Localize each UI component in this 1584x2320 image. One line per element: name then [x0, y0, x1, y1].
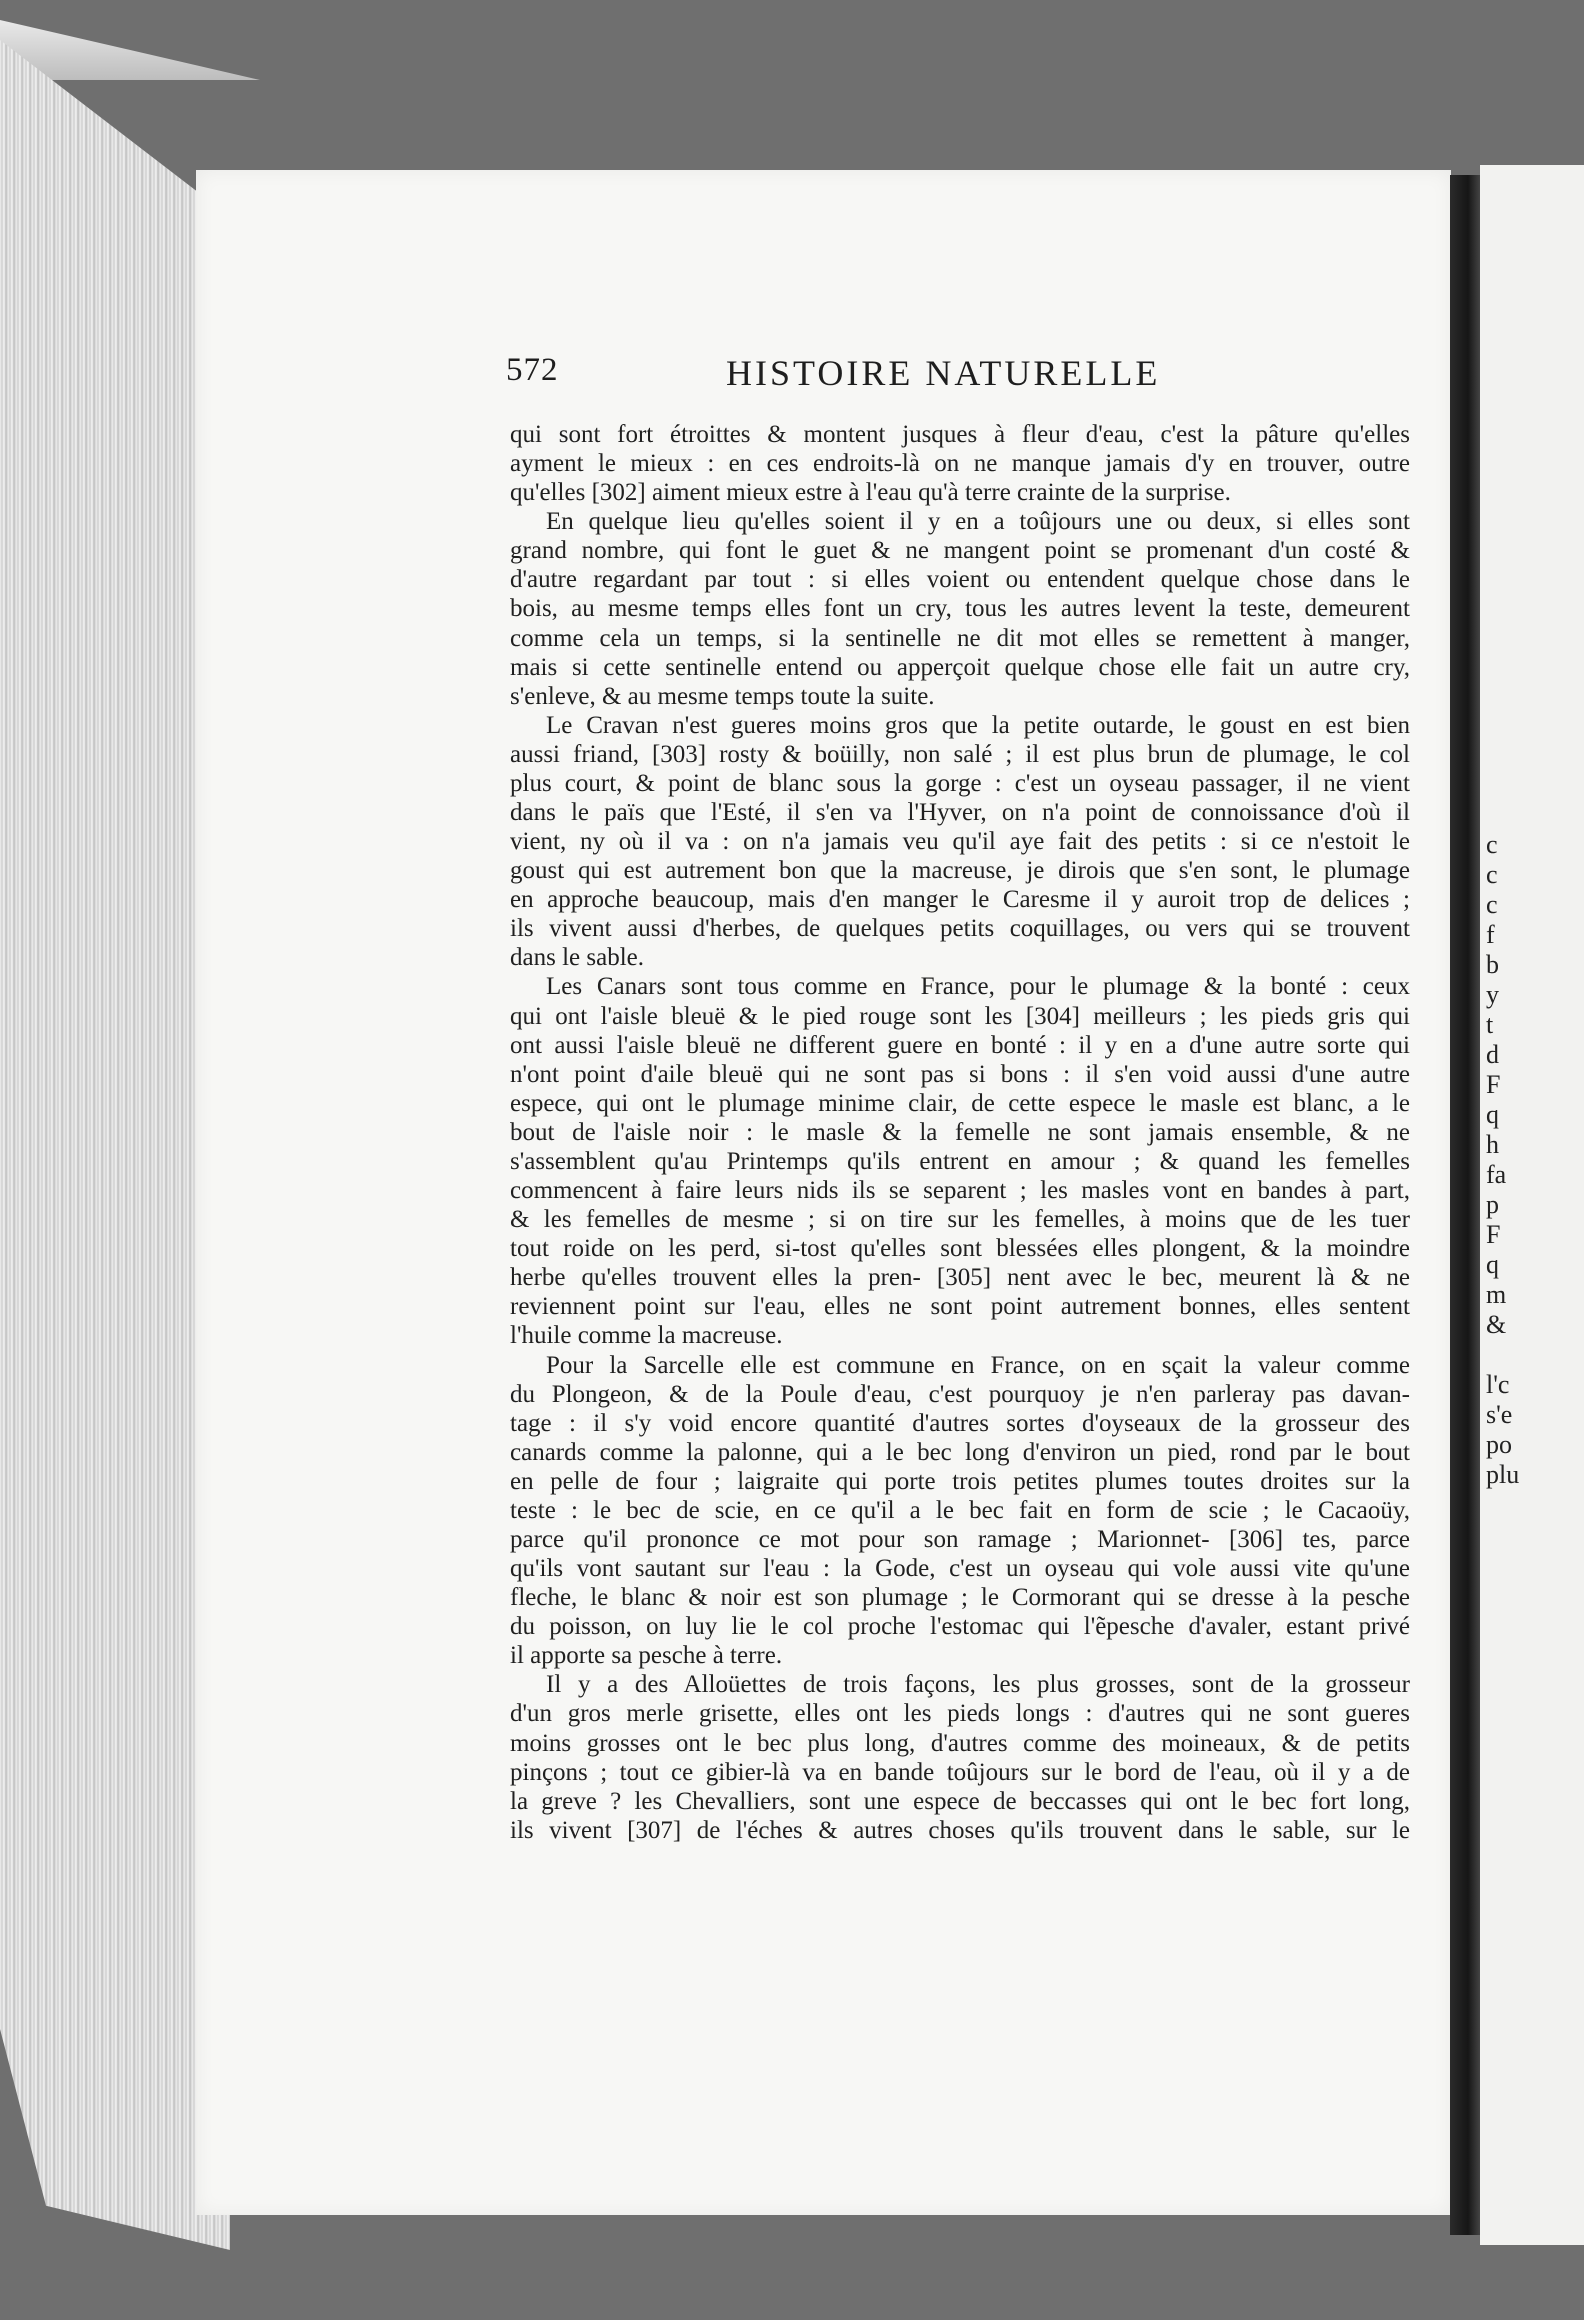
text-line: En quelque lieu qu'elles soient il y en a toûjours une ou deux, si elles sont — [546, 508, 1410, 536]
text-line: Les Canars sont tous comme en France, pour le plumage & la bonté : ceux — [546, 973, 1410, 1001]
text-line: goust qui est autrement bon que la macreuse, je dirois que s'en sont, le plumage — [510, 857, 1410, 885]
facing-page-fragment: d — [1486, 1040, 1499, 1069]
text-line: ils vivent [307] de l'éches & autres choses qu'ils trouvent dans le sable, sur le — [510, 1816, 1410, 1844]
text-line: ils vivent aussi d'herbes, de quelques petits coquillages, ou vers qui se trouvent — [510, 915, 1410, 943]
text-line: du Plongeon, & de la Poule d'eau, c'est pourquoy je n'en parleray pas davan- — [510, 1380, 1410, 1408]
text-line: tout roide on les perd, si-tost qu'elles sont blessées elles plongent, & la moindre — [510, 1235, 1410, 1263]
text-line: l'huile comme la macreuse. — [510, 1322, 783, 1350]
text-line: Pour la Sarcelle elle est commune en France, on en sçait la valeur comme — [546, 1351, 1410, 1379]
text-line: vient, ny où il va : on n'a jamais veu qu'il aye fait des petits : si ce n'estoit le — [510, 828, 1410, 856]
text-line: qu'ils vont sautant sur l'eau : la Gode, c'est un oyseau qui vole aussi vite qu'une — [510, 1555, 1410, 1583]
text-line: s'assemblent qu'au Printemps qu'ils entrent en amour ; & quand les femelles — [510, 1147, 1410, 1175]
text-line: ayment le mieux : en ces endroits-là on ne manque jamais d'y en trouver, outre — [510, 450, 1410, 478]
text-line: bois, au mesme temps elles font un cry, tous les autres levent la teste, demeurent — [510, 595, 1410, 623]
text-line: pinçons ; tout ce gibier-là va en bande toûjours sur le bord de l'eau, où il y a de — [510, 1758, 1410, 1786]
text-line: la greve ? les Chevalliers, sont une espece de beccasses qui ont le bec fort long, — [510, 1787, 1410, 1815]
text-line: grand nombre, qui font le guet & ne mangent point se promenant d'un costé & — [510, 537, 1410, 565]
facing-page-fragment: t — [1486, 1010, 1494, 1039]
text-line: & les femelles de mesme ; si on tire sur les femelles, à moins que de les tuer — [510, 1206, 1410, 1234]
text-line: comme cela un temps, si la sentinelle ne dit mot elles se remettent à manger, — [510, 624, 1410, 652]
text-line: il apporte sa pesche à terre. — [510, 1642, 783, 1670]
facing-page-fragment: h — [1486, 1130, 1499, 1159]
facing-page-fragment: s'e — [1486, 1400, 1513, 1429]
text-line: d'autre regardant par tout : si elles voient ou entendent quelque chose dans le — [510, 566, 1410, 594]
text-line: n'ont point d'aile bleuë qui ne sont pas si bons : il s'en void aussi d'une autre — [510, 1060, 1410, 1088]
text-line: dans le païs que l'Esté, il s'en va l'Hyver, on n'a point de connoissance d'où il — [510, 799, 1410, 827]
text-line: d'un gros merle grisette, elles ont les pieds longs : d'autres qui ne sont gueres — [510, 1700, 1410, 1728]
text-line: bout de l'aisle noir : le masle & la femelle ne sont jamais ensemble, & ne — [510, 1118, 1410, 1146]
facing-page-fragment: c — [1486, 890, 1498, 919]
facing-page-fragment: m — [1486, 1280, 1507, 1309]
facing-page-fragment: F — [1486, 1070, 1501, 1099]
text-line: reviennent point sur l'eau, elles ne sont point autrement bonnes, elles sentent — [510, 1293, 1410, 1321]
facing-page-fragment: b — [1486, 950, 1499, 979]
text-line: aussi friand, [303] rosty & boüilly, non salé ; il est plus brun de plumage, le col — [510, 740, 1410, 768]
text-line: teste : le bec de scie, en ce qu'il a le bec fait en form de scie ; le Cacaoüy, — [510, 1496, 1410, 1524]
text-line: qu'elles [302] aiment mieux estre à l'eau qu'à terre crainte de la surprise. — [510, 479, 1231, 507]
page-number: 572 — [506, 352, 559, 388]
facing-page-fragment: c — [1486, 830, 1498, 859]
text-line: dans le sable. — [510, 944, 644, 972]
text-line: plus court, & point de blanc sous la gorge : c'est un oyseau passager, il ne vient — [510, 769, 1410, 797]
facing-page — [1480, 165, 1584, 2245]
text-line: du poisson, on luy lie le col proche l'estomac qui l'ẽpesche d'avaler, estant privé — [510, 1613, 1410, 1641]
facing-page-fragment: p — [1486, 1190, 1499, 1219]
facing-page-fragment: c — [1486, 860, 1498, 889]
text-line: tage : il s'y void encore quantité d'autres sortes d'oyseaux de la grosseur des — [510, 1409, 1410, 1437]
text-line: espece, qui ont le plumage minime clair, de cette espece le masle est blanc, a le — [510, 1089, 1410, 1117]
text-line: mais si cette sentinelle entend ou apperçoit quelque chose elle fait un autre cry, — [510, 653, 1410, 681]
text-line: qui sont fort étroittes & montent jusques à fleur d'eau, c'est la pâture qu'elles — [510, 421, 1410, 448]
facing-page-fragment: y — [1486, 980, 1499, 1009]
facing-page-fragment: fa — [1486, 1160, 1507, 1189]
text-line: moins grosses ont le bec plus long, d'autres comme des moineaux, & de petits — [510, 1729, 1410, 1757]
text-line: en pelle de four ; laigraite qui porte trois petites plumes toutes droites sur la — [510, 1467, 1410, 1495]
text-line: en approche beaucoup, mais d'en manger le Caresme il y auroit trop de delices ; — [510, 886, 1410, 914]
book-gutter — [1450, 175, 1480, 2235]
text-line: commencent à faire leurs nids ils se separent ; les masles vont en bandes à part, — [510, 1177, 1410, 1205]
facing-page-fragment: f — [1486, 920, 1495, 949]
facing-page-fragment: q — [1486, 1100, 1499, 1129]
facing-page-fragment: q — [1486, 1250, 1499, 1279]
facing-page-fragment: & — [1486, 1310, 1507, 1339]
text-line: herbe qu'elles trouvent elles la pren- [305] nent avec le bec, meurent là & ne — [510, 1264, 1410, 1292]
text-line: ont aussi l'aisle bleuë ne different guere en bonté : il y en a d'une autre sorte qui — [510, 1031, 1410, 1059]
running-title: HISTOIRE NATURELLE — [726, 353, 1161, 393]
text-line: parce qu'il prononce ce mot pour son ramage ; Marionnet- [306] tes, parce — [510, 1525, 1410, 1553]
page-header — [506, 352, 1210, 402]
facing-page-fragment: po — [1486, 1430, 1512, 1459]
text-line: s'enleve, & au mesme temps toute la suite. — [510, 682, 935, 710]
text-line: qui ont l'aisle bleuë & le pied rouge sont les [304] meilleurs ; les pieds gris qui — [510, 1002, 1410, 1030]
text-line: fleche, le blanc & noir est son plumage ; le Cormorant qui se dresse à la pesche — [510, 1584, 1410, 1612]
text-line: Il y a des Alloüettes de trois façons, les plus grosses, sont de la grosseur — [546, 1671, 1410, 1699]
facing-page-fragment: F — [1486, 1220, 1501, 1249]
facing-page-fragment: plu — [1486, 1460, 1520, 1489]
text-line: canards comme la palonne, qui a le bec long d'environ un pied, rond par le bout — [510, 1438, 1410, 1466]
body-text — [510, 420, 1410, 1845]
facing-page-fragment: l'c — [1486, 1370, 1510, 1399]
text-line: Le Cravan n'est gueres moins gros que la petite outarde, le goust en est bien — [546, 711, 1410, 739]
